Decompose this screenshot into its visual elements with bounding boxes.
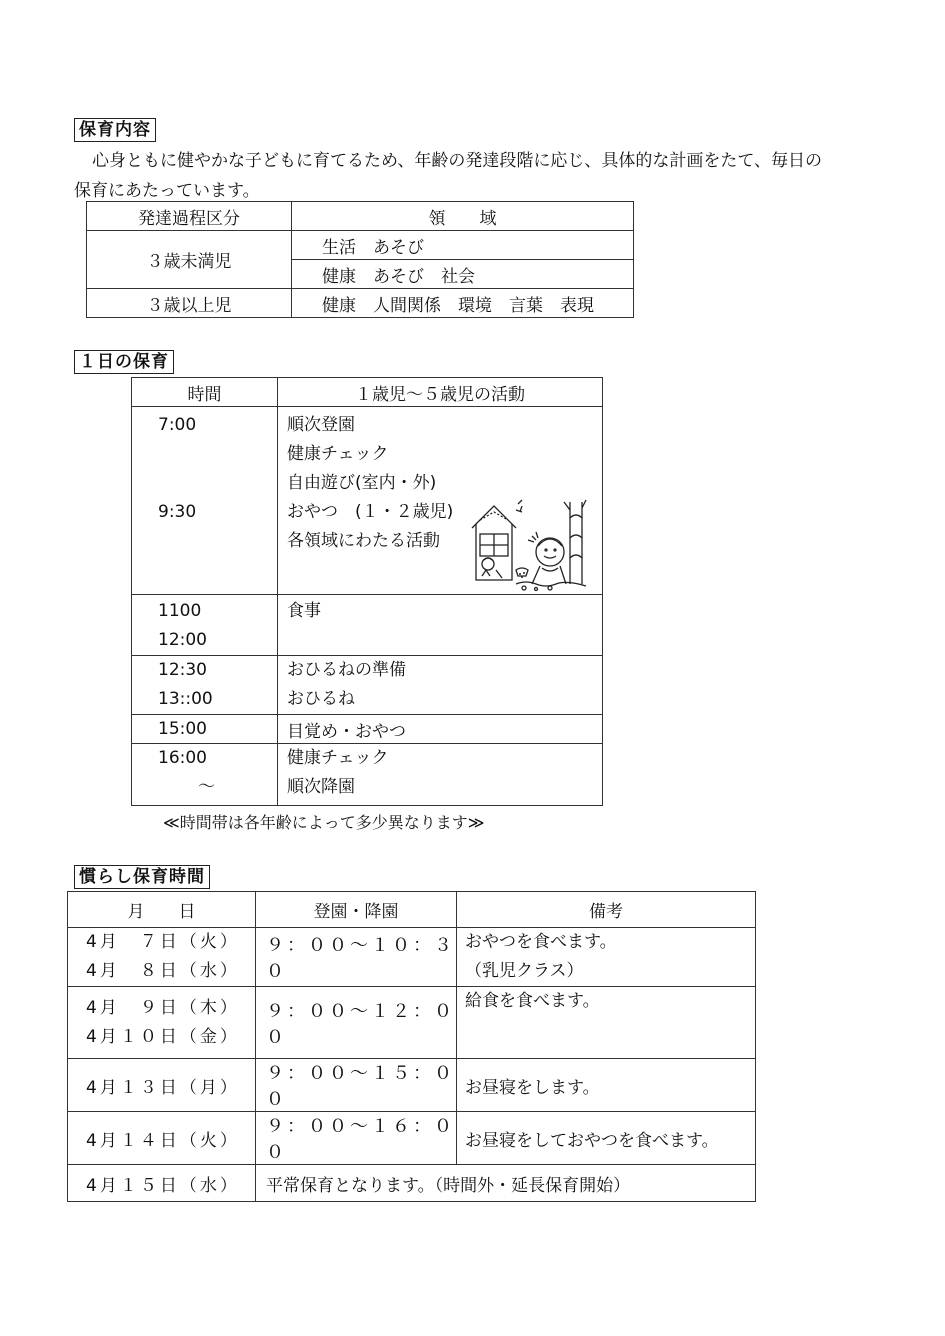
time-cell: ９：００～１６：００	[256, 1112, 457, 1165]
activity-value: 各領域にわたる活動	[287, 531, 440, 551]
activity-value: 順次降園	[287, 777, 355, 797]
remarks-value: 給食を食べます。	[465, 991, 600, 1011]
table-row	[132, 715, 603, 744]
section-title-adjustment-schedule: 慣らし保育時間	[74, 865, 210, 889]
table-row	[87, 231, 634, 260]
time-cell	[132, 744, 278, 806]
remarks-cell	[457, 928, 756, 987]
merged-note-cell: 平常保育となります。（時間外・延長保育開始）	[256, 1165, 756, 1202]
time-value: 7:00	[158, 415, 197, 435]
date-cell	[68, 987, 256, 1059]
header-time: 時間	[132, 378, 278, 407]
time-value: 16:00	[158, 748, 207, 768]
table-row	[87, 289, 634, 318]
date-cell	[68, 928, 256, 987]
remarks-cell: お昼寝をしておやつを食べます。	[457, 1112, 756, 1165]
table-header-row	[132, 378, 603, 407]
date-value: 4月１０日（金）	[86, 1026, 240, 1047]
header-remarks: 備考	[457, 892, 756, 928]
table-row	[68, 928, 756, 987]
time-value	[158, 469, 277, 498]
activity-cell: 目覚め・おやつ	[278, 715, 603, 744]
table-row	[132, 656, 603, 715]
time-cell: 15:00	[132, 715, 278, 744]
time-cell: ９：００～１０：３０	[256, 928, 457, 987]
table-row	[68, 987, 756, 1059]
section-title-hoiku-naiyou: 保育内容	[74, 118, 156, 142]
time-value: 1100	[158, 601, 202, 621]
remarks-value: おやつを食べます。	[465, 932, 617, 952]
domain-cell: 生活 あそび	[292, 231, 634, 260]
header-development-stage: 発達過程区分	[87, 202, 292, 231]
activity-value: 健康チェック	[287, 748, 389, 768]
time-cell: ９：００～１２：００	[256, 987, 457, 1059]
category-under-3: ３歳未満児	[87, 231, 292, 289]
time-cell	[132, 656, 278, 715]
activity-value: 自由遊び(室内・外)	[287, 473, 437, 493]
table-row	[68, 1059, 756, 1112]
remarks-cell: お昼寝をします。	[457, 1059, 756, 1112]
activity-cell	[278, 744, 603, 806]
date-cell: 4月１５日（水）	[68, 1165, 256, 1202]
activity-value: 順次登園	[287, 415, 355, 435]
date-value: 4月 ８日（水）	[86, 961, 240, 981]
time-value: ～	[198, 777, 215, 797]
date-cell: 4月１３日（月）	[68, 1059, 256, 1112]
header-domain: 領 域	[292, 202, 634, 231]
time-cell	[132, 595, 278, 656]
date-value: 4月 ９日（木）	[86, 997, 240, 1018]
table-header-row	[68, 892, 756, 928]
time-cell: ９：００～１５：００	[256, 1059, 457, 1112]
table-row	[68, 1112, 756, 1165]
time-note: ≪時間帯は各年齢によって多少異なります≫	[163, 813, 485, 832]
header-date: 月 日	[68, 892, 256, 928]
section-title-daily-schedule: １日の保育	[74, 350, 174, 374]
intro-paragraph	[74, 146, 874, 206]
time-value: 13::00	[158, 689, 213, 709]
domain-cell: 健康 人間関係 環境 言葉 表現	[292, 289, 634, 318]
remarks-cell	[457, 987, 756, 1059]
header-drop-pick: 登園・降園	[256, 892, 457, 928]
adjustment-schedule-table	[67, 891, 756, 1202]
time-value: 9:30	[158, 502, 197, 522]
activity-value: 健康チェック	[287, 444, 389, 464]
time-cell	[132, 407, 278, 595]
activity-value: おひるねの準備	[287, 660, 406, 680]
date-cell: 4月１４日（火）	[68, 1112, 256, 1165]
domain-cell: 健康 あそび 社会	[292, 260, 634, 289]
intro-line-1: 心身ともに健やかな子どもに育てるため、年齢の発達段階に応じ、具体的な計画をたて、毎日の	[92, 151, 822, 171]
activity-cell	[278, 595, 603, 656]
activity-cell	[278, 656, 603, 715]
time-value: 12:00	[158, 630, 207, 650]
date-value: 4月 ７日（火）	[86, 932, 240, 952]
activity-value: 食事	[287, 601, 321, 621]
table-row	[68, 1165, 756, 1202]
time-value: 12:30	[158, 660, 207, 680]
table-row	[132, 595, 603, 656]
activity-value: おやつ (１・２歳児)	[287, 502, 454, 522]
category-over-3: ３歳以上児	[87, 289, 292, 318]
table-header-row	[87, 202, 634, 231]
activity-value: おひるね	[287, 689, 355, 709]
remarks-value: （乳児クラス）	[465, 961, 584, 981]
intro-line-2: 保育にあたっています。	[74, 181, 260, 201]
time-value	[158, 440, 277, 469]
development-domain-table	[86, 201, 634, 318]
header-activity: １歳児～５歳児の活動	[278, 378, 603, 407]
children-playing-illustration	[466, 498, 590, 592]
table-row	[132, 744, 603, 806]
